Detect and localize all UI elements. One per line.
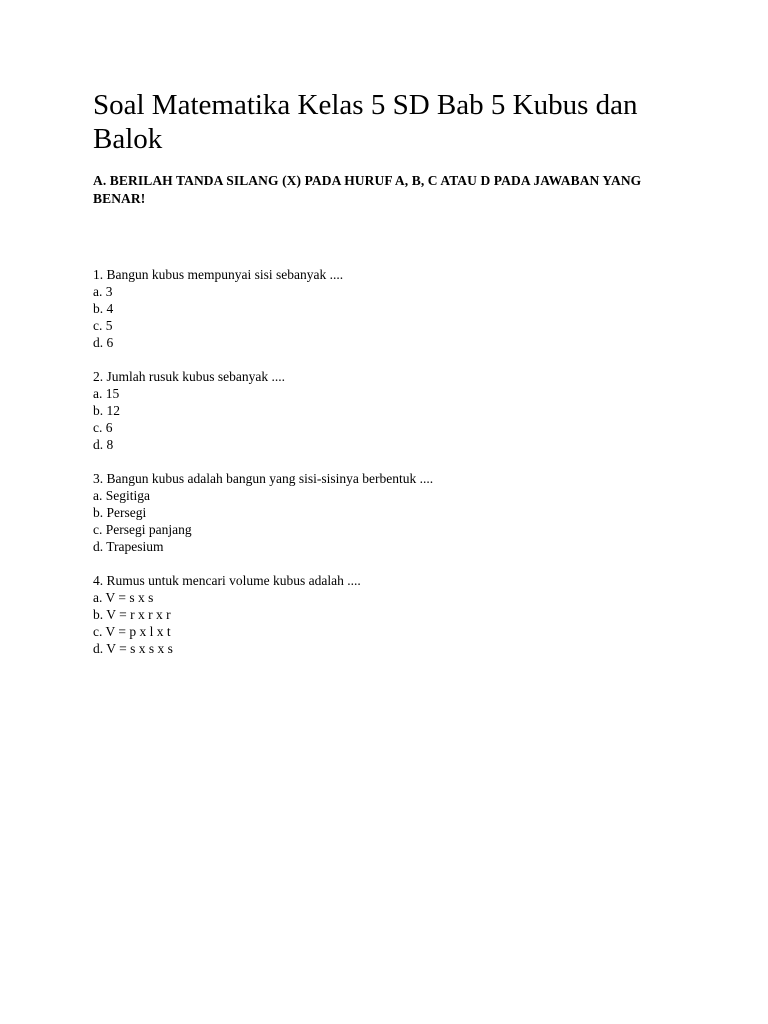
- question-text: 3. Bangun kubus adalah bangun yang sisi-sisinya berbentuk ....: [93, 471, 434, 486]
- answer-option: a. V = s x s: [93, 590, 154, 605]
- question-text: 4. Rumus untuk mencari volume kubus adalah ....: [93, 573, 361, 588]
- answer-option: d. V = s x s x s: [93, 641, 173, 656]
- question-item: [93, 368, 693, 453]
- document-page: [93, 88, 693, 674]
- section-heading: A. BERILAH TANDA SILANG (X) PADA HURUF A, B, C ATAU D PADA JAWABAN YANG BENAR!: [93, 173, 642, 206]
- question-item: [93, 266, 693, 351]
- answer-option: b. V = r x r x r: [93, 607, 171, 622]
- answer-option: c. 5: [93, 318, 113, 333]
- answer-option: d. Trapesium: [93, 539, 164, 554]
- document-title: Soal Matematika Kelas 5 SD Bab 5 Kubus dan Balok: [93, 89, 638, 155]
- question-text: 1. Bangun kubus mempunyai sisi sebanyak ....: [93, 267, 344, 282]
- answer-option: a. 15: [93, 386, 120, 401]
- answer-option: c. Persegi panjang: [93, 522, 192, 537]
- answer-option: b. 4: [93, 301, 114, 316]
- question-text: 2. Jumlah rusuk kubus sebanyak ....: [93, 369, 285, 384]
- answer-option: c. V = p x l x t: [93, 624, 171, 639]
- answer-option: d. 8: [93, 437, 114, 452]
- answer-option: a. Segitiga: [93, 488, 150, 503]
- question-item: [93, 572, 693, 657]
- answer-option: d. 6: [93, 335, 114, 350]
- answer-option: c. 6: [93, 420, 113, 435]
- answer-option: a. 3: [93, 284, 113, 299]
- answer-option: b. 12: [93, 403, 120, 418]
- question-list: [93, 266, 693, 657]
- question-item: [93, 470, 693, 555]
- answer-option: b. Persegi: [93, 505, 147, 520]
